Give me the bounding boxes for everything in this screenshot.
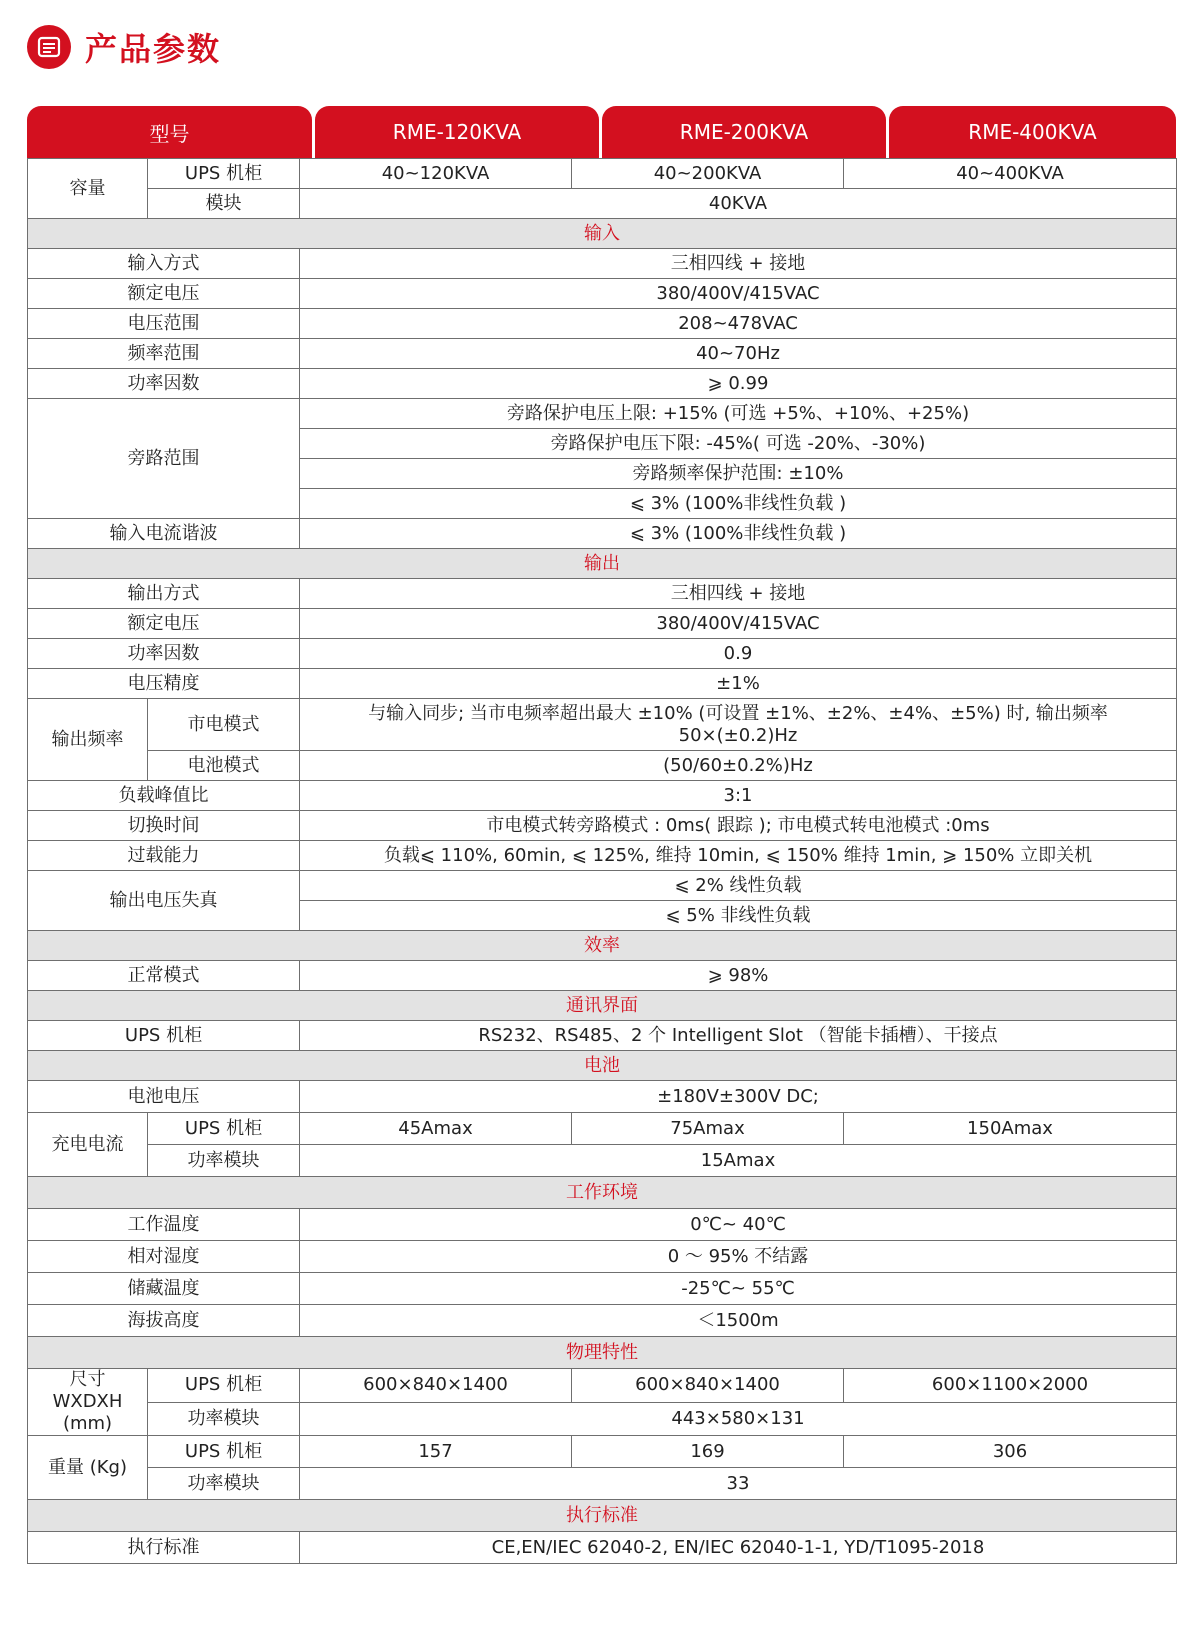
size-ups-label: UPS 机柜: [148, 1369, 300, 1403]
table-row: [28, 1241, 1177, 1273]
bypass-label: 旁路范围: [28, 399, 300, 519]
row-label: 切换时间: [28, 811, 300, 841]
table-row: [28, 811, 1177, 841]
table-row: [28, 1145, 1177, 1177]
row-label: 输入方式: [28, 249, 300, 279]
row-label: 电池电压: [28, 1081, 300, 1113]
table-row: [28, 339, 1177, 369]
size-label: 尺寸 WXDXH (mm): [28, 1369, 148, 1436]
section-battery: [28, 1051, 1177, 1081]
row-label: 频率范围: [28, 339, 300, 369]
table-row: [28, 1081, 1177, 1113]
battery-mode-value: (50/60±0.2%)Hz: [300, 751, 1177, 781]
table-row: [28, 399, 1177, 429]
row-label: 工作温度: [28, 1209, 300, 1241]
capacity-ups-400: 40~400KVA: [844, 159, 1177, 189]
section-input: [28, 219, 1177, 249]
capacity-ups-label: UPS 机柜: [148, 159, 300, 189]
section-output: [28, 549, 1177, 579]
size-ups-200: 600×840×1400: [572, 1369, 844, 1403]
table-row: [28, 579, 1177, 609]
row-value: RS232、RS485、2 个 Intelligent Slot （智能卡插槽）、干接点: [300, 1021, 1177, 1051]
row-value: ±1%: [300, 669, 1177, 699]
bypass-value: 旁路保护电压上限: +15% (可选 +5%、+10%、+25%): [300, 399, 1177, 429]
weight-ups-120: 157: [300, 1436, 572, 1468]
row-label: UPS 机柜: [28, 1021, 300, 1051]
section-comm: [28, 991, 1177, 1021]
thd-value: ⩽ 2% 线性负载: [300, 871, 1177, 901]
header-rme-200kva: RME-200KVA: [602, 106, 886, 158]
row-label: 相对湿度: [28, 1241, 300, 1273]
section-efficiency: [28, 931, 1177, 961]
bypass-value: ⩽ 3% (100%非线性负载 ): [300, 489, 1177, 519]
weight-module-value: 33: [300, 1468, 1177, 1500]
charge-module-label: 功率模块: [148, 1145, 300, 1177]
row-value: 3:1: [300, 781, 1177, 811]
row-value: 380/400V/415VAC: [300, 609, 1177, 639]
mains-mode-label: 市电模式: [148, 699, 300, 751]
row-label: 过载能力: [28, 841, 300, 871]
weight-ups-400: 306: [844, 1436, 1177, 1468]
capacity-label: 容量: [28, 159, 148, 219]
row-value: 负载⩽ 110%, 60min, ⩽ 125%, 维持 10min, ⩽ 150% 维持 1min, ⩾ 150% 立即关机: [300, 841, 1177, 871]
table-row: [28, 1273, 1177, 1305]
row-label: 额定电压: [28, 279, 300, 309]
section-title: 输出: [28, 549, 1177, 579]
charge-ups-label: UPS 机柜: [148, 1113, 300, 1145]
row-value: ＜1500m: [300, 1305, 1177, 1337]
model-header-tabs: [27, 106, 1176, 158]
table-row: [28, 189, 1177, 219]
capacity-module-value: 40KVA: [300, 189, 1177, 219]
capacity-module-label: 模块: [148, 189, 300, 219]
table-row: [28, 1021, 1177, 1051]
row-label: 额定电压: [28, 609, 300, 639]
weight-module-label: 功率模块: [148, 1468, 300, 1500]
output-frequency-label: 输出频率: [28, 699, 148, 781]
charge-ups-400: 150Amax: [844, 1113, 1177, 1145]
header-model-label: 型号: [27, 106, 312, 158]
table-row: [28, 961, 1177, 991]
spec-table-container: [27, 106, 1176, 1564]
row-label: 输入电流谐波: [28, 519, 300, 549]
row-label: 储藏温度: [28, 1273, 300, 1305]
capacity-ups-200: 40~200KVA: [572, 159, 844, 189]
spec-table: [27, 158, 1177, 1564]
table-row: [28, 639, 1177, 669]
page-header: [27, 24, 221, 70]
row-value: 三相四线 + 接地: [300, 249, 1177, 279]
table-row: [28, 1402, 1177, 1436]
size-ups-120: 600×840×1400: [300, 1369, 572, 1403]
section-environment: [28, 1177, 1177, 1209]
section-title: 执行标准: [28, 1500, 1177, 1532]
table-row: [28, 369, 1177, 399]
charge-module-value: 15Amax: [300, 1145, 1177, 1177]
table-row: [28, 609, 1177, 639]
weight-ups-200: 169: [572, 1436, 844, 1468]
row-value: 0.9: [300, 639, 1177, 669]
table-row: [28, 1436, 1177, 1468]
row-value: 0℃~ 40℃: [300, 1209, 1177, 1241]
row-label: 电压范围: [28, 309, 300, 339]
list-document-icon: [27, 25, 71, 69]
charge-ups-200: 75Amax: [572, 1113, 844, 1145]
row-value: 40~70Hz: [300, 339, 1177, 369]
capacity-ups-120: 40~120KVA: [300, 159, 572, 189]
row-label: 功率因数: [28, 639, 300, 669]
table-row: [28, 669, 1177, 699]
section-title: 通讯界面: [28, 991, 1177, 1021]
row-label: 功率因数: [28, 369, 300, 399]
table-row: [28, 841, 1177, 871]
battery-mode-label: 电池模式: [148, 751, 300, 781]
section-title: 输入: [28, 219, 1177, 249]
section-title: 物理特性: [28, 1337, 1177, 1369]
table-row: [28, 309, 1177, 339]
row-value: ±180V±300V DC;: [300, 1081, 1177, 1113]
row-value: -25℃~ 55℃: [300, 1273, 1177, 1305]
row-value: 0 ～ 95% 不结露: [300, 1241, 1177, 1273]
table-row: [28, 871, 1177, 901]
row-value: ⩾ 0.99: [300, 369, 1177, 399]
table-row: [28, 1468, 1177, 1500]
row-value: 380/400V/415VAC: [300, 279, 1177, 309]
table-row: [28, 751, 1177, 781]
weight-label: 重量 (Kg): [28, 1436, 148, 1500]
section-standard: [28, 1500, 1177, 1532]
table-row: [28, 1113, 1177, 1145]
row-label: 海拔高度: [28, 1305, 300, 1337]
bypass-value: 旁路保护电压下限: -45%( 可选 -20%、-30%): [300, 429, 1177, 459]
row-value: 208~478VAC: [300, 309, 1177, 339]
section-physical: [28, 1337, 1177, 1369]
thd-label: 输出电压失真: [28, 871, 300, 931]
header-rme-120kva: RME-120KVA: [315, 106, 599, 158]
section-title: 工作环境: [28, 1177, 1177, 1209]
mains-mode-value: 与输入同步; 当市电频率超出最大 ±10% (可设置 ±1%、±2%、±4%、±5%) 时, 输出频率 50×(±0.2)Hz: [300, 699, 1177, 751]
size-module-value: 443×580×131: [300, 1402, 1177, 1436]
weight-ups-label: UPS 机柜: [148, 1436, 300, 1468]
row-value: 三相四线 + 接地: [300, 579, 1177, 609]
size-ups-400: 600×1100×2000: [844, 1369, 1177, 1403]
header-rme-400kva: RME-400KVA: [889, 106, 1176, 158]
section-title: 效率: [28, 931, 1177, 961]
row-value: ⩾ 98%: [300, 961, 1177, 991]
row-value: ⩽ 3% (100%非线性负载 ): [300, 519, 1177, 549]
row-value: 市电模式转旁路模式 : 0ms( 跟踪 ); 市电模式转电池模式 :0ms: [300, 811, 1177, 841]
table-row: [28, 279, 1177, 309]
table-row: [28, 1209, 1177, 1241]
bypass-value: 旁路频率保护范围: ±10%: [300, 459, 1177, 489]
row-label: 输出方式: [28, 579, 300, 609]
charge-current-label: 充电电流: [28, 1113, 148, 1177]
row-label: 执行标准: [28, 1532, 300, 1564]
row-label: 电压精度: [28, 669, 300, 699]
table-row: [28, 249, 1177, 279]
row-label: 正常模式: [28, 961, 300, 991]
table-row: [28, 699, 1177, 751]
table-row: [28, 159, 1177, 189]
table-row: [28, 519, 1177, 549]
table-row: [28, 1532, 1177, 1564]
thd-value: ⩽ 5% 非线性负载: [300, 901, 1177, 931]
page-title: 产品参数: [85, 30, 222, 68]
row-value: CE,EN/IEC 62040-2, EN/IEC 62040-1-1, YD/T1095-2018: [300, 1532, 1177, 1564]
table-row: [28, 781, 1177, 811]
section-title: 电池: [28, 1051, 1177, 1081]
size-module-label: 功率模块: [148, 1402, 300, 1436]
charge-ups-120: 45Amax: [300, 1113, 572, 1145]
table-row: [28, 1369, 1177, 1403]
row-label: 负载峰值比: [28, 781, 300, 811]
table-row: [28, 1305, 1177, 1337]
